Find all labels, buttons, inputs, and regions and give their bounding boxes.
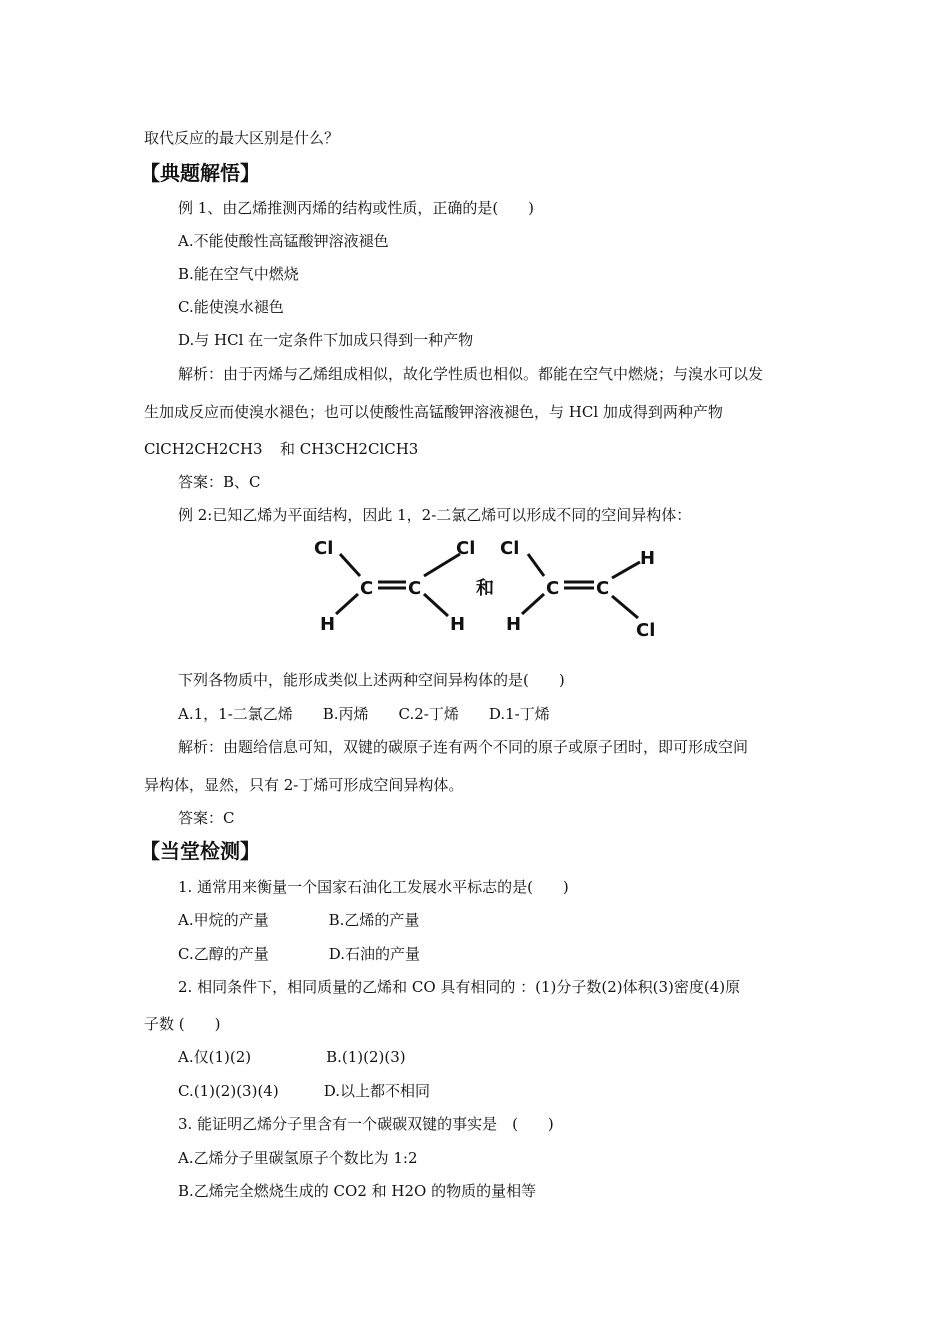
example1-option-a: A.不能使酸性高锰酸钾溶液褪色 xyxy=(178,232,389,250)
example2-question: 例 2:已知乙烯为平面结构，因此 1，2-二氯乙烯可以形成不同的空间异构体： xyxy=(178,506,692,524)
quiz3-option-b: B.乙烯完全燃烧生成的 CO2 和 H2O 的物质的量相等 xyxy=(178,1182,537,1200)
quiz1-options-row1: A.甲烷的产量 B.乙烯的产量 xyxy=(178,911,420,929)
example1-product1: ClCH2CH2CH3 xyxy=(144,440,263,458)
trans-cl-left: Cl xyxy=(500,538,520,559)
section-heading-quiz: 【当堂检测】 xyxy=(140,839,260,863)
example1-option-d: D.与 HCl 在一定条件下加成只得到一种产物 xyxy=(178,331,474,349)
quiz3-option-a: A.乙烯分子里碳氢原子个数比为 1:2 xyxy=(178,1149,418,1167)
example1-option-b: B.能在空气中燃烧 xyxy=(178,265,299,283)
example1-option-c: C.能使溴水褪色 xyxy=(178,298,284,316)
trans-cl-right: Cl xyxy=(636,620,656,641)
example1-product2: 和 CH3CH2ClCH3 xyxy=(280,440,419,458)
section-heading-examples: 【典题解悟】 xyxy=(140,161,260,185)
dichloroethene-isomers-diagram xyxy=(300,532,670,652)
example2-question2: 下列各物质中，能形成类似上述两种空间异构体的是( ) xyxy=(178,671,565,689)
example1-analysis-line1: 解析：由于丙烯与乙烯组成相似，故化学性质也相似。都能在空气中燃烧；与溴水可以发 xyxy=(178,365,764,383)
cis-c-right: C xyxy=(408,578,422,599)
cis-h-right: H xyxy=(450,614,466,635)
example2-options: A.1，1-二氯乙烯 B.丙烯 C.2-丁烯 D.1-丁烯 xyxy=(178,705,550,723)
quiz2-options-row2: C.(1)(2)(3)(4) D.以上都不相同 xyxy=(178,1082,430,1100)
example2-analysis-line2: 异构体，显然，只有 2-丁烯可形成空间异构体。 xyxy=(144,776,464,794)
quiz1-question: 1. 通常用来衡量一个国家石油化工发展水平标志的是( ) xyxy=(178,878,569,896)
quiz3-question: 3. 能证明乙烯分子里含有一个碳碳双键的事实是 ( ) xyxy=(178,1115,554,1133)
trans-c-left: C xyxy=(546,578,560,599)
intro-text: 取代反应的最大区别是什么？ xyxy=(144,129,340,147)
example1-answer: 答案：B、C xyxy=(178,473,261,491)
example1-analysis-line2: 生加成反应而使溴水褪色；也可以使酸性高锰酸钾溶液褪色，与 HCl 加成得到两种产物 xyxy=(144,403,723,421)
example2-answer: 答案：C xyxy=(178,809,235,827)
cis-c-left: C xyxy=(360,578,374,599)
trans-h-right: H xyxy=(640,548,656,569)
example1-question: 例 1、由乙烯推测丙烯的结构或性质，正确的是( ) xyxy=(178,199,535,217)
cis-h-left: H xyxy=(320,614,336,635)
trans-isomer xyxy=(522,554,640,618)
cis-cl-right: Cl xyxy=(456,538,476,559)
quiz2-options-row1: A.仅(1)(2) B.(1)(2)(3) xyxy=(178,1048,406,1066)
cis-cl-left: Cl xyxy=(314,538,334,559)
quiz2-question-line2: 子数 ( ) xyxy=(144,1015,221,1033)
cis-isomer xyxy=(336,554,460,616)
diagram-and: 和 xyxy=(476,578,494,599)
quiz2-question-line1: 2. 相同条件下，相同质量的乙烯和 CO 具有相同的 ：(1)分子数(2)体积(3)密度(4)原 xyxy=(178,978,741,996)
trans-h-left: H xyxy=(506,614,522,635)
quiz1-options-row2: C.乙醇的产量 D.石油的产量 xyxy=(178,945,420,963)
trans-c-right: C xyxy=(596,578,610,599)
example2-analysis-line1: 解析：由题给信息可知，双键的碳原子连有两个不同的原子或原子团时，即可形成空间 xyxy=(178,738,749,756)
